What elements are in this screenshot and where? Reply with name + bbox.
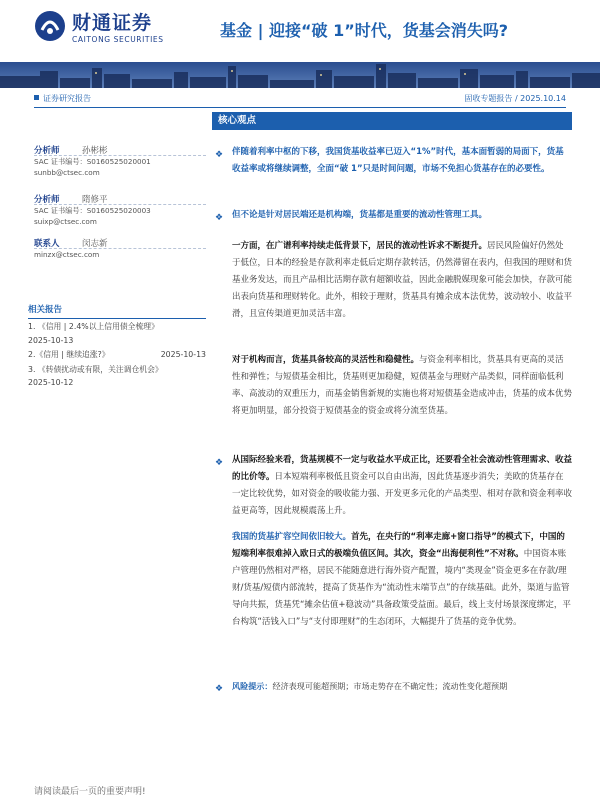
- logo-english: CAITONG SECURITIES: [72, 35, 164, 44]
- related-report-item[interactable]: [28, 320, 206, 347]
- page-title: 基金 | 迎接“破 1”时代，货基会消失吗?: [220, 21, 509, 40]
- divider: [34, 107, 566, 108]
- analyst-email[interactable]: suixp@ctsec.com: [34, 217, 97, 226]
- body-paragraph: [232, 529, 572, 631]
- related-report-title[interactable]: 1. 《信用 | 2.4%以上信用债全梳理》: [28, 322, 159, 331]
- analyst-role: 联系人: [34, 239, 60, 249]
- paragraph-text: 首先，在央行的“利率走廊+窗口指导”的模式下，中国的短端利率很难掉入欧日式的极端负值区间。其次，资金“出海便利性”不对称。: [232, 532, 565, 559]
- body-paragraph: [232, 238, 572, 323]
- analyst-card: [34, 144, 206, 194]
- page-header: [0, 0, 600, 62]
- paragraph-lead: 一方面，在广谱利率持续走低背景下，居民的流动性诉求不断提升。: [232, 241, 488, 251]
- related-report-title[interactable]: 2.《信用 | 继续追涨?》: [28, 350, 110, 359]
- related-report-date: 2025-10-12: [28, 378, 74, 387]
- paragraph-lead: 我国的货基扩容空间依旧较大。: [232, 532, 352, 542]
- skyline-image: [0, 62, 600, 88]
- company-logo: [34, 8, 184, 48]
- footer-note: 请阅读最后一页的重要声明!: [34, 787, 146, 797]
- related-report-item[interactable]: [28, 363, 206, 390]
- analyst-role: 分析师: [34, 146, 60, 156]
- logo-emblem-icon: [34, 10, 66, 42]
- analyst-email[interactable]: sunbb@ctsec.com: [34, 168, 100, 177]
- paragraph-lead: 对于机构而言，货基具备较高的灵活性和稳健性。: [232, 355, 420, 365]
- report-type: [34, 93, 91, 104]
- paragraph-text: 日本短端利率极低且资金可以自由出海，因此货基逐步消失；美欧的货基存在一定比较优势，如对资金的吸收能力强、开发更多元化的产品类型、相对存款和资金利率收益更高等，因此规模震荡上升。: [232, 472, 573, 516]
- analyst-card: [34, 237, 206, 287]
- analyst-role: 分析师: [34, 195, 60, 205]
- related-report-date: 2025-10-13: [28, 335, 74, 345]
- paragraph-text: 伴随着利率中枢的下移，我国货基收益率已迈入“1%”时代，基本面暂弱的局面下，货基收益率或将继续调整，全面“破 1”只是时间问题，市场不免担心货基存在的必要性。: [232, 147, 564, 174]
- analyst-name: 隋修平: [82, 195, 108, 205]
- logo-chinese: 财通证券: [72, 12, 153, 34]
- core-views-column: [212, 112, 572, 130]
- risk-warning: [232, 678, 577, 695]
- risk-label: 风险提示：: [232, 681, 273, 691]
- diamond-bullet-icon: ❖: [215, 213, 224, 223]
- analyst-name: 孙彬彬: [82, 146, 108, 156]
- analyst-meta: [34, 249, 99, 260]
- paragraph-text: 与资金利率相比，货基具有更高的灵活性和弹性；与短债基金相比，货基则更加稳健，短债基金与理财产品类似，同样面临低利率、高波动的双重压力，而基金销售新规的实施也将对短债基金造成冲击，货基的成本优势将更加明显，部分投资于短债基金的资金或将分流至货基。: [232, 355, 573, 416]
- analyst-email[interactable]: minzx@ctsec.com: [34, 250, 100, 259]
- paragraph-text: 中国资本账户管理仍然相对严格，居民不能随意进行海外资产配置，境内“类现金”资金更多在存款/理财/货基/短债内部流转，提高了货基作为“流动性末端节点”的存续基础。此外，渠道与监管导向共振，货基凭“摊余估值+稳波动”具备政策受益面。最后，线上支付场景深度绑定，平台构筑“活钱入口”与“支付即理财”的生态闭环，大幅提升了货基的竞争优势。: [232, 549, 571, 627]
- related-reports: [28, 303, 206, 390]
- diamond-bullet-icon: ❖: [215, 458, 224, 468]
- analyst-card: [34, 193, 206, 243]
- paragraph-text: 居民风险偏好仍然处于低位，日本的经验是存款利率走低后定期存款转活，仍然滞留在表内，但我国的理财和货基业务发达，而且产品相比活期存款有超额收益，因此金融脱媒现象可能会加快，存款可能出表向货基和理财转化。此外，相较于理财，货基具有摊余成本法优势，波动较小、收益平滑，且宣传渠道更加灵活丰富。: [232, 241, 573, 319]
- report-date: 固收专题报告 / 2025.10.14: [464, 94, 566, 103]
- related-report-title[interactable]: 3. 《转债扰动或有限，关注调仓机会》: [28, 364, 163, 374]
- paragraph-text: 但不论是针对居民端还是机构端，货基都是重要的流动性管理工具。: [232, 210, 488, 220]
- analyst-cert: SAC 证书编号：S0160525020001: [34, 157, 151, 166]
- paragraph-lead: 从国际经验来看，货基规模不一定与收益水平成正比，还要看全社会流动性管理需求、收益的比价等。: [232, 455, 573, 482]
- related-reports-title: 相关报告: [28, 303, 206, 319]
- city-skyline-banner: [0, 62, 600, 88]
- body-paragraph: [232, 352, 572, 420]
- report-type-label: 证券研究报告: [43, 94, 91, 103]
- section-title: 核心观点: [212, 112, 572, 130]
- body-paragraph: [232, 452, 572, 520]
- analyst-meta: [34, 205, 151, 227]
- analyst-name: 闵志新: [82, 239, 108, 249]
- analyst-meta: [34, 156, 151, 178]
- analyst-cert: SAC 证书编号：S0160525020003: [34, 206, 151, 215]
- core-view-paragraph: [232, 144, 572, 178]
- related-report-item[interactable]: [28, 348, 206, 362]
- diamond-bullet-icon: ❖: [215, 150, 224, 160]
- core-view-paragraph: [232, 207, 572, 224]
- analyst-column: [34, 112, 206, 287]
- square-bullet-icon: [34, 95, 39, 100]
- related-report-date: 2025-10-13: [160, 350, 206, 359]
- report-subheader: [0, 88, 600, 108]
- risk-text: 经济表现可能超预期；市场走势存在不确定性；流动性变化超预期: [272, 681, 508, 691]
- diamond-bullet-icon: ❖: [215, 684, 224, 694]
